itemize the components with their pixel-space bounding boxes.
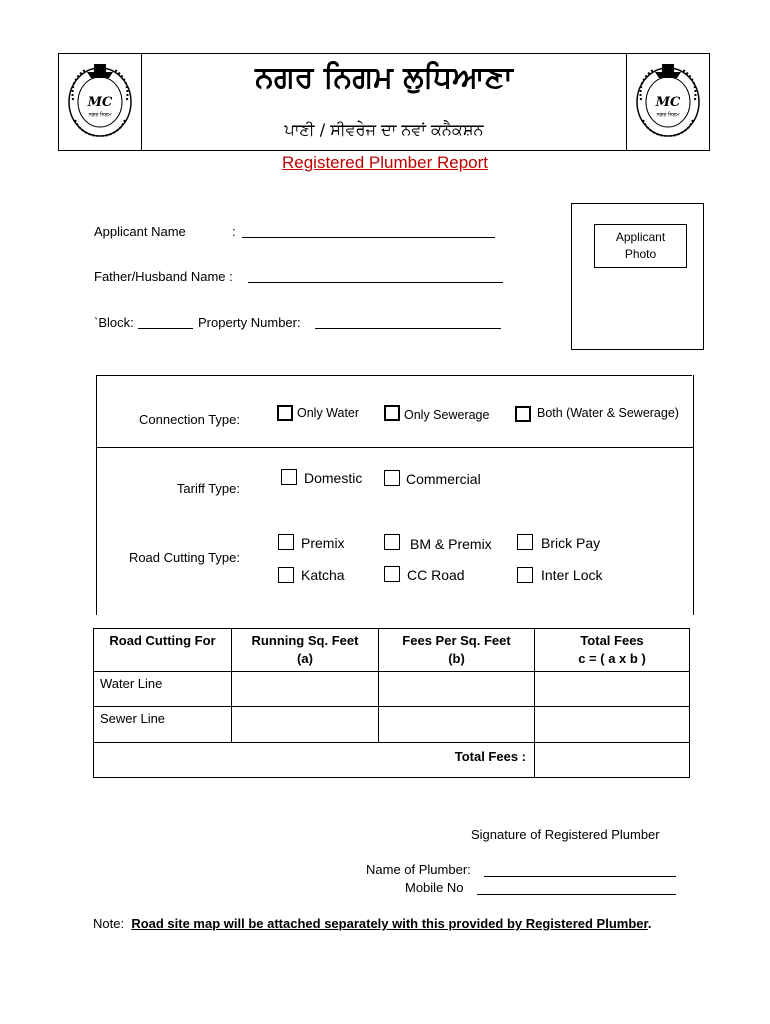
- tariff-type-label: Tariff Type:: [176, 481, 240, 496]
- cell-grand-total-fees[interactable]: [535, 743, 690, 778]
- fees-table: [93, 628, 690, 778]
- header-running-sq-feet: [232, 629, 379, 672]
- table-total-row: [94, 743, 690, 778]
- header-fees-per-sq-feet: [379, 629, 535, 672]
- checkbox-premix[interactable]: [278, 534, 294, 550]
- mobile-no-field[interactable]: [477, 880, 676, 895]
- property-number-label: Property Number:: [198, 315, 301, 330]
- cell-water-total-fees[interactable]: [535, 672, 690, 707]
- checkbox-domestic[interactable]: [281, 469, 297, 485]
- checkbox-both[interactable]: [515, 406, 531, 422]
- photo-label-line-2: Photo: [624, 247, 657, 261]
- row-label-sewer-line: Sewer Line: [94, 707, 232, 743]
- header-subtext: (a): [297, 651, 313, 666]
- report-title: Registered Plumber Report: [282, 153, 488, 172]
- checkbox-commercial[interactable]: [384, 470, 400, 486]
- note: [93, 916, 651, 931]
- fees-table-header-row: [94, 629, 690, 672]
- block-field[interactable]: [138, 314, 193, 329]
- row-label-water-line: Water Line: [94, 672, 232, 707]
- option-brick-pay: Brick Pay: [541, 535, 601, 551]
- cell-water-running-sq-feet[interactable]: [232, 672, 379, 707]
- options-border-left: [96, 375, 97, 615]
- header-road-cutting-for: [94, 629, 232, 672]
- svg-text:MC: MC: [87, 95, 113, 110]
- signature-label: Signature of Registered Plumber: [471, 827, 660, 842]
- note-prefix: Note:: [93, 916, 125, 931]
- checkbox-bm-premix[interactable]: [384, 534, 400, 550]
- block-label: `Block:: [94, 315, 134, 330]
- option-inter-lock: Inter Lock: [541, 567, 603, 583]
- form-header: [58, 53, 710, 151]
- cell-sewer-fees-per-sq-feet[interactable]: [379, 707, 535, 743]
- header-subtext: c = ( a x b ): [578, 651, 646, 666]
- table-row: [94, 707, 690, 743]
- applicant-name-field[interactable]: [242, 223, 495, 238]
- mobile-no-label: Mobile No: [405, 880, 464, 895]
- father-husband-field[interactable]: [248, 268, 503, 283]
- header-total-fees: [535, 629, 690, 672]
- option-both: Both (Water & Sewerage): [537, 406, 679, 420]
- table-row: [94, 672, 690, 707]
- plumber-name-label: Name of Plumber:: [366, 862, 471, 877]
- option-commercial: Commercial: [406, 471, 481, 487]
- options-divider: [96, 447, 694, 448]
- cell-sewer-total-fees[interactable]: [535, 707, 690, 743]
- logo-box-right: [626, 54, 709, 150]
- checkbox-only-water[interactable]: [277, 405, 293, 421]
- options-border-right: [693, 375, 694, 615]
- options-section: [96, 375, 694, 615]
- svg-text:ਨਗਰ ਨਿਗਮ: ਨਗਰ ਨਿਗਮ: [88, 112, 112, 118]
- note-text: Road site map will be attached separately with this provided by Registered Plumber: [131, 916, 648, 931]
- note-suffix: .: [647, 916, 652, 931]
- svg-text:MC: MC: [655, 95, 681, 110]
- header-text: Fees Per Sq. Feet: [402, 633, 511, 648]
- checkbox-only-sewerage[interactable]: [384, 405, 400, 421]
- total-fees-label: Total Fees :: [94, 743, 535, 778]
- property-number-field[interactable]: [315, 314, 501, 329]
- svg-text:ਨਗਰ ਨਿਗਮ: ਨਗਰ ਨਿਗਮ: [656, 112, 680, 118]
- option-premix: Premix: [301, 535, 345, 551]
- checkbox-cc-road[interactable]: [384, 566, 400, 582]
- header-title: ਨਗਰ ਨਿਗਮ ਲੁਧਿਆਣਾ: [255, 60, 513, 95]
- applicant-name-colon: :: [232, 224, 236, 239]
- mc-seal-logo: [635, 60, 701, 144]
- option-only-sewerage: Only Sewerage: [404, 408, 490, 422]
- logo-box-left: [59, 54, 142, 150]
- checkbox-katcha[interactable]: [278, 567, 294, 583]
- checkbox-brick-pay[interactable]: [517, 534, 533, 550]
- photo-label-box: [594, 224, 687, 268]
- mc-seal-logo: [67, 60, 133, 144]
- plumber-name-field[interactable]: [484, 862, 676, 877]
- option-only-water: Only Water: [297, 406, 360, 420]
- road-cutting-type-label: Road Cutting Type:: [128, 550, 240, 565]
- photo-label-line-1: Applicant: [615, 230, 666, 244]
- header-text: Road Cutting For: [109, 633, 216, 648]
- option-katcha: Katcha: [301, 567, 345, 583]
- applicant-name-label: Applicant Name: [94, 224, 186, 239]
- header-subtitle: ਪਾਣੀ / ਸੀਵਰੇਜ ਦਾ ਨਵਾਂ ਕਨੈਕਸ਼ਨ: [284, 120, 484, 139]
- option-domestic: Domestic: [304, 470, 363, 486]
- header-text: Total Fees: [580, 633, 644, 648]
- option-cc-road: CC Road: [407, 567, 465, 583]
- checkbox-inter-lock[interactable]: [517, 567, 533, 583]
- cell-sewer-running-sq-feet[interactable]: [232, 707, 379, 743]
- father-husband-label: Father/Husband Name :: [94, 269, 233, 284]
- header-subtext: (b): [448, 651, 465, 666]
- options-border-top: [96, 375, 692, 376]
- header-text: Running Sq. Feet: [251, 633, 359, 648]
- cell-water-fees-per-sq-feet[interactable]: [379, 672, 535, 707]
- connection-type-label: Connection Type:: [139, 412, 240, 427]
- option-bm-premix: BM & Premix: [410, 536, 492, 552]
